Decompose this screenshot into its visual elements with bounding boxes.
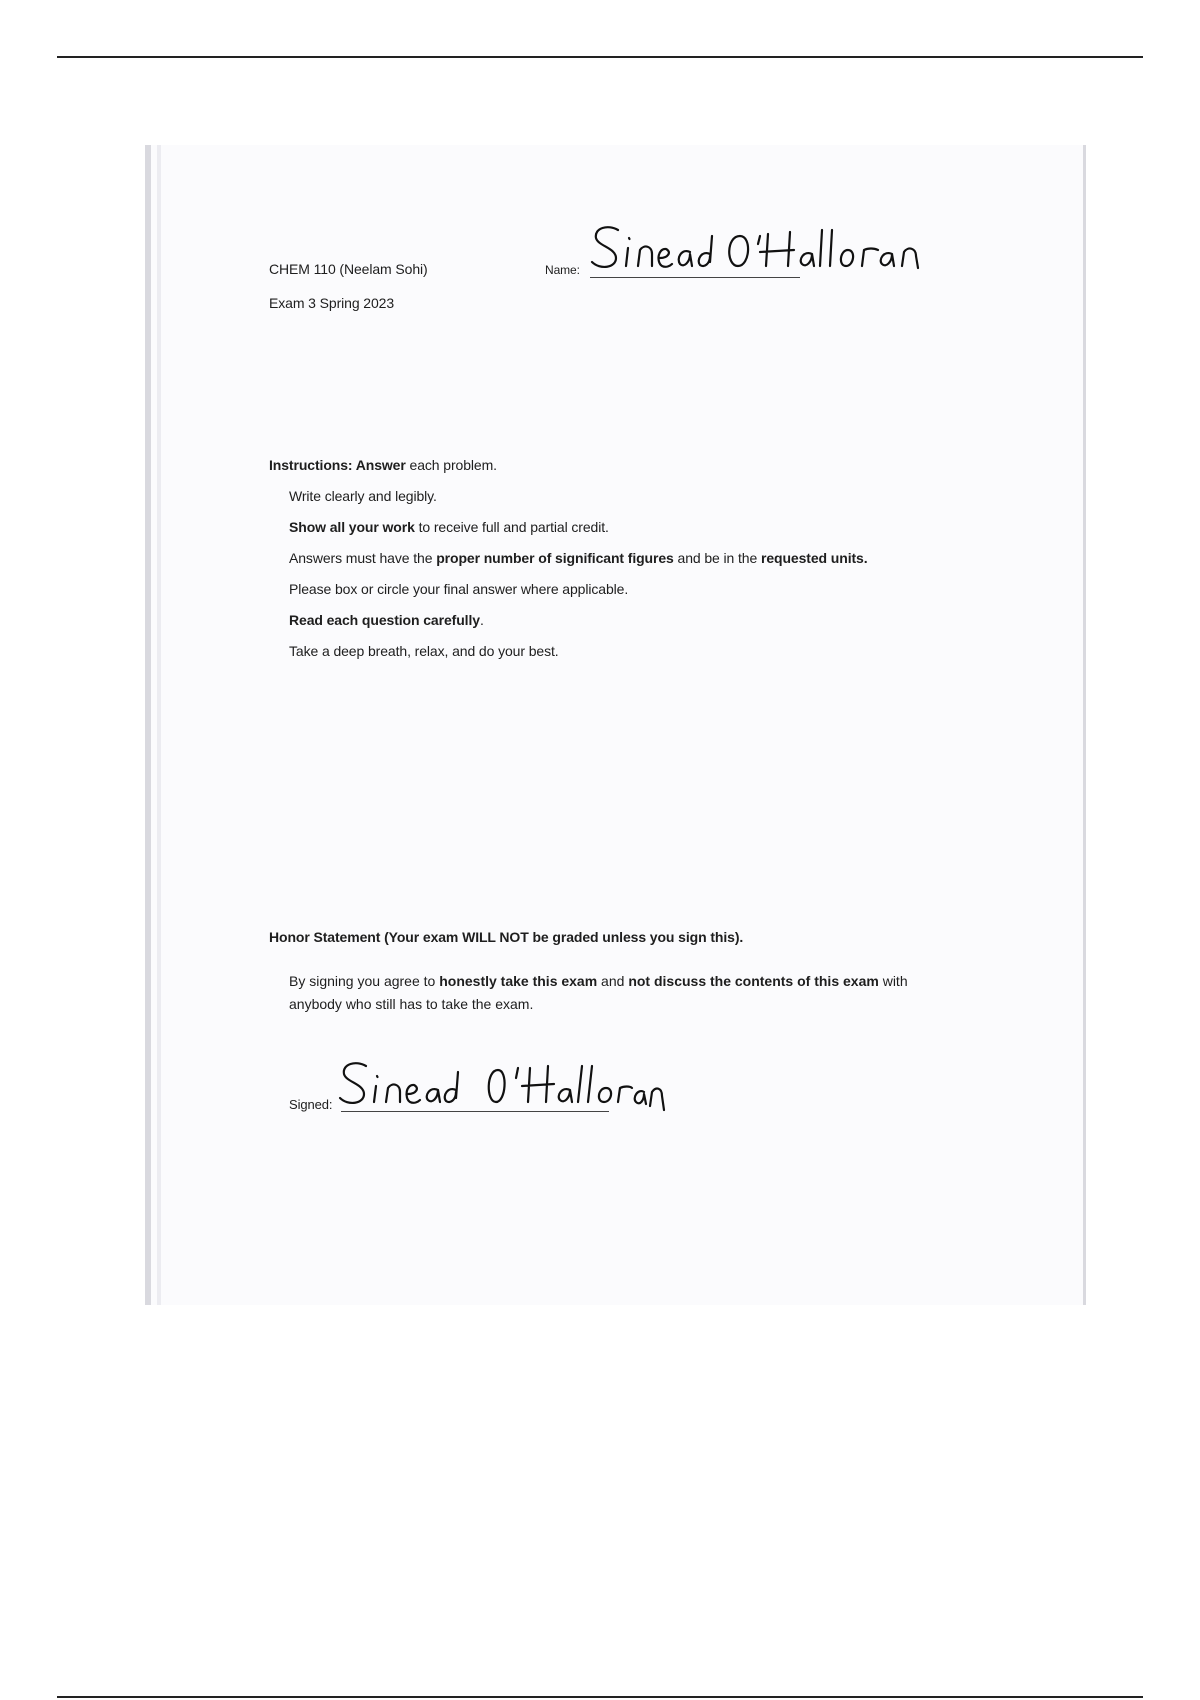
- signature-underline: [341, 1111, 609, 1112]
- scanned-exam-cover: [145, 145, 1086, 1305]
- name-label: Name:: [545, 263, 580, 277]
- course-title: CHEM 110 (Neelam Sohi): [269, 261, 428, 277]
- instruction-read-carefully: Read each question carefully.: [289, 612, 484, 628]
- instruction-show-work: Show all your work to receive full and partial credit.: [289, 519, 609, 535]
- top-rule: [57, 56, 1143, 58]
- instruction-deep-breath: Take a deep breath, relax, and do your best.: [289, 643, 559, 659]
- exam-title: Exam 3 Spring 2023: [269, 295, 395, 311]
- instructions-heading: Instructions: Answer each problem.: [269, 457, 497, 473]
- signed-label: Signed:: [289, 1097, 333, 1112]
- bottom-rule: [57, 1696, 1143, 1698]
- name-underline: [590, 277, 800, 278]
- honor-signature: [340, 1060, 665, 1116]
- honor-heading: Honor Statement (Your exam WILL NOT be graded unless you sign this).: [269, 929, 744, 945]
- instruction-sig-figs: Answers must have the proper number of significant figures and be in the requested units.: [289, 550, 868, 566]
- instruction-box-answer: Please box or circle your final answer where applicable.: [289, 581, 629, 597]
- honor-statement-text: By signing you agree to honestly take this exam and not discuss the contents of this exam with anybody who still has to take the exam.: [289, 973, 908, 1012]
- instruction-write-clearly: Write clearly and legibly.: [289, 488, 437, 504]
